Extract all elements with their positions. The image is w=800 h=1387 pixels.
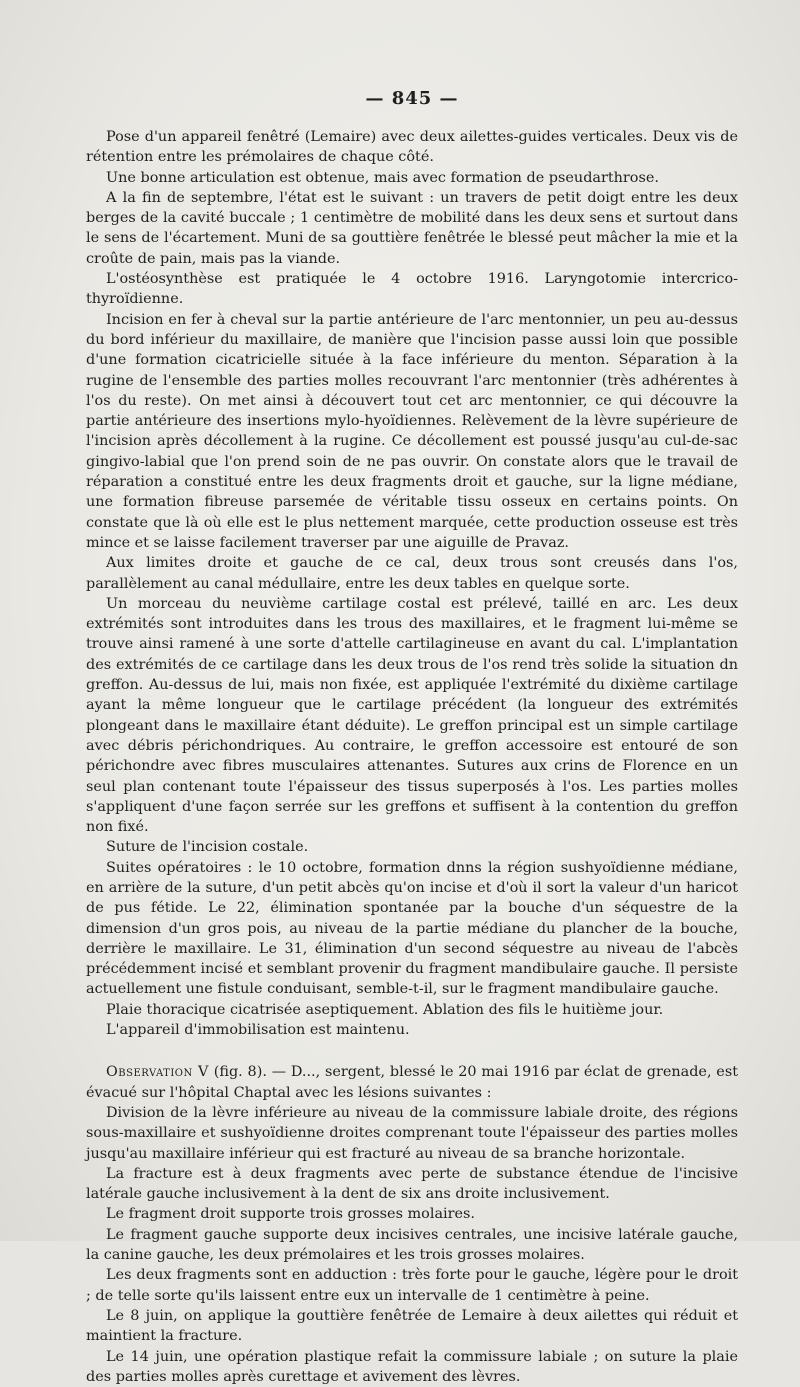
paragraph: Pose d'un appareil fenêtré (Lemaire) avec deux ailettes-guides verticales. Deux vis de rétention entre les prémolaires de chaque côté.: [86, 129, 738, 166]
observation-intro: (fig. 8). — D..., sergent, blessé le 20 mai 1916 par éclat de grenade, est évacué sur l'hôpital Chaptal avec les lésions suivantes :: [86, 1064, 738, 1101]
paragraph: Division de la lèvre inférieure au niveau de la commissure labiale droite, des régions sous-maxillaire et sushyoïdienne droites comprenant toute l'épaisseur des parties molles jusqu'au maxillaire inférieur qui est fracturé au niveau de sa branche horizontale.: [86, 1104, 738, 1162]
paragraph: A la fin de septembre, l'état est le suivant : un travers de petit doigt entre les deux berges de la cavité buccale ; 1 centimètre de mobilité dans les deux sens et surtout dans le sens de l'écartement. Muni de sa gouttière fenêtrée le blessé peut mâcher la mie et la croûte de pain, mais pas la viande.: [86, 189, 738, 267]
paragraph: Un morceau du neuvième cartilage costal est prélevé, taillé en arc. Les deux extrémités sont introduites dans les trous des maxillaires, et le fragment lui-même se trouve ainsi ramené à une sorte d'attelle cartilagineuse en avant du cal. L'implantation des extrémités de ce cartilage dans les deux trous de l'os rend très solide la situation dn greffon. Au-dessus de lui, mais non fixée, est appliquée l'extrémité du dixième cartilage ayant la même longueur que le cartilage précédent (la longueur des extrémités plongeant dans le maxillaire étant déduite). Le greffon principal est un simple cartilage avec débris périchondriques. Au contraire, le greffon accessoire est entouré de son périchondre avec fibres musculaires attenantes. Sutures aux crins de Florence en un seul plan contenant toute l'épaisseur des tissus superposés à l'os. Les parties molles s'appliquent d'une façon serrée sur les greffons et suffisent à la contention du greffon non fixé.: [86, 595, 738, 836]
paragraph: Le 14 juin, une opération plastique refait la commissure labiale ; on suture la plaie des parties molles après curettage et avivement des lèvres.: [86, 1348, 738, 1385]
paragraph: L'ostéosynthèse est pratiquée le 4 octobre 1916. Laryngotomie intercrico-thyroïdienne.: [86, 271, 738, 308]
paragraph: Aux limites droite et gauche de ce cal, deux trous sont creusés dans l'os, parallèlement au canal médullaire, entre les deux tables en quelque sorte.: [86, 555, 738, 592]
paragraph: L'appareil d'immobilisation est maintenu.: [106, 1022, 410, 1039]
observation-heading-paragraph: [86, 1062, 738, 1103]
paragraph: Suites opératoires : le 10 octobre, formation dnns la région sushyoïdienne médiane, en arrière de la suture, d'un petit abcès qu'on incise et d'où il sort la valeur d'un haricot de pus fétide. Le 22, élimination spontanée par la bouche d'un séquestre de la dimension d'un gros pois, au niveau de la partie médiane du plancher de la bouche, derrière le maxillaire. Le 31, élimination d'un second séquestre au niveau de l'abcès précédemment incisé et semblant provenir du fragment mandibulaire gauche. Il persiste actuellement une fistule conduisant, semble-t-il, sur le fragment mandibulaire gauche.: [86, 859, 738, 998]
paragraph: Le fragment droit supporte trois grosses molaires.: [106, 1206, 475, 1223]
section-osteosynthesis: [86, 127, 738, 1040]
paragraph: La fracture est à deux fragments avec perte de substance étendue de l'incisive latérale gauche inclusivement à la dent de six ans droite inclusivement.: [86, 1165, 738, 1203]
observation-label: Observation V: [106, 1064, 209, 1081]
section-observation-v: [86, 1062, 738, 1387]
paragraph: Le 8 juin, on applique la gouttière fenêtrée de Lemaire à deux ailettes qui réduit et maintient la fracture.: [86, 1307, 738, 1345]
paragraph: Suture de l'incision costale.: [106, 839, 309, 856]
paragraph: Les deux fragments sont en adduction : très forte pour le gauche, légère pour le droit ; de telle sorte qu'ils laissent entre eux un intervalle de 1 centimètre à peine.: [86, 1267, 738, 1304]
paragraph: Plaie thoracique cicatrisée aseptiquement. Ablation des fils le huitième jour.: [106, 1001, 664, 1018]
paragraph: Une bonne articulation est obtenue, mais avec formation de pseudarthrose.: [106, 169, 659, 186]
page-number: — 845 —: [365, 88, 459, 109]
paragraph: Le fragment gauche supporte deux incisives centrales, une incisive latérale gauche, la canine gauche, les deux prémolaires et les trois grosses molaires.: [86, 1226, 738, 1264]
paragraph: Incision en fer à cheval sur la partie antérieure de l'arc mentonnier, un peu au-dessus du bord inférieur du maxillaire, de manière que l'incision passe aussi loin que possible d'une formation cicatricielle située à la face inférieure du menton. Séparation à la rugine de l'ensemble des parties molles recouvrant l'arc mentonnier (très adhérentes à l'os du reste). On met ainsi à découvert tout cet arc mentonnier, ce qui découvre la partie antérieure des insertions mylo-hyoïdiennes. Relèvement de la lèvre supérieure de l'incision après décollement à la rugine. Ce décollement est poussé jusqu'au cul-de-sac gingivo-labial que l'on prend soin de ne pas ouvrir. On constate alors que le travail de réparation a constitué entre les deux fragments droit et gauche, sur la ligne médiane, une formation fibreuse parsemée de véritable tissu osseux en certains points. On constate que là où elle est le plus nettement marquée, cette production osseuse est très mince et se laisse facilement traverser par une aiguille de Pravaz.: [86, 311, 738, 551]
